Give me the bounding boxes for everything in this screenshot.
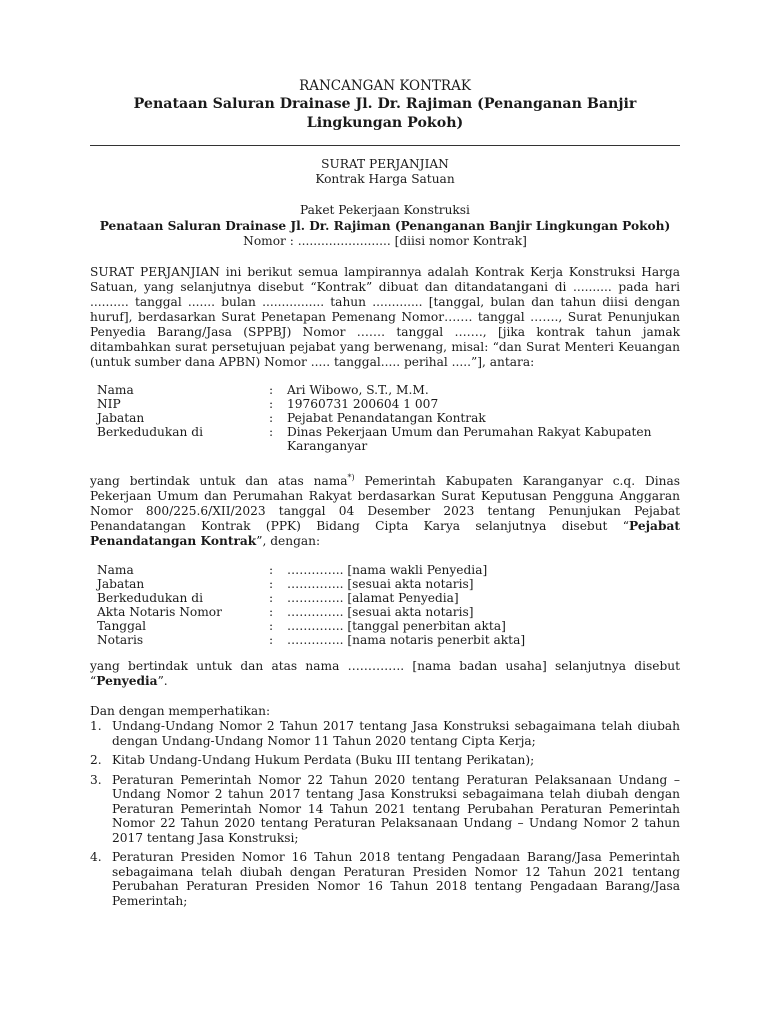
list-item-text: Undang-Undang Nomor 2 Tahun 2017 tentang Jasa Konstruksi sebagaimana telah diubah dengan Undang-Undang Nomor 11 Tahun 2020 tentang Cipta Kerja; — [112, 719, 680, 748]
package-name: Penataan Saluran Drainase Jl. Dr. Rajiman (Penanganan Banjir Lingkungan Pokoh) — [99, 219, 671, 233]
provider-row — [97, 563, 525, 577]
official-paragraph-text-b: Pemerintah Kabupaten Karanganyar c.q. Dinas Pekerjaan Umum dan Perumahan Rakyat berdasarkan Surat Keputusan Pengguna Anggaran Nomor 800/225.6/XII/2023 tanggal 04 Desember 2023 tentang Penunjukan Pejabat Penandatangan Kontrak (PPK) Bidang Cipta Karya selanjutnya disebut “ — [90, 474, 680, 534]
official-row — [97, 397, 680, 411]
document-header — [90, 78, 680, 133]
official-role-name: Pejabat Penandatangan Kontrak — [90, 519, 680, 549]
official-colon: : — [269, 425, 274, 439]
intro-paragraph: SURAT PERJANJIAN ini berikut semua lampirannya adalah Kontrak Kerja Konstruksi Harga Satuan, yang selanjutnya disebut “Kontrak” dibuat dan ditandatangani di .......... pada hari .......... tanggal ....... bulan ................ tahun ............. [tanggal, bulan dan tahun diisi dengan huruf], berdasarkan Surat Penetapan Pemenang Nomor……. tanggal ……., Surat Penunjukan Penyedia Barang/Jasa (SPPBJ) Nomor ……. tanggal ……., [jika kontrak tahun jamak ditambahkan surat persetujuan pejabat yang berwenang, misal: “dan Surat Menteri Keuangan (untuk sumber dana APBN) Nomor ..... tanggal..... perihal .....”], antara: — [90, 265, 680, 369]
provider-value: ………….. [alamat Penyedia] — [287, 591, 459, 606]
official-value: Ari Wibowo, S.T., M.M. — [287, 383, 429, 397]
provider-colon: : — [269, 633, 274, 648]
provider-colon: : — [269, 619, 274, 634]
official-key: Berkedudukan di — [97, 425, 203, 439]
considering-list — [90, 719, 680, 908]
official-paragraph-text-c: ”, dengan: — [256, 534, 321, 549]
provider-colon: : — [269, 563, 274, 578]
provider-role-name: Penyedia — [96, 674, 158, 689]
official-key: Nama — [97, 383, 134, 397]
document-title: RANCANGAN KONTRAK — [299, 78, 471, 94]
official-paragraph-text-a: yang bertindak untuk dan atas nama — [90, 474, 348, 489]
list-item-number: 3. — [90, 772, 102, 787]
list-item-number: 2. — [90, 753, 102, 768]
package-label: Paket Pekerjaan Konstruksi — [300, 203, 470, 217]
list-item-text: Kitab Undang-Undang Hukum Perdata (Buku III tentang Perikatan); — [112, 753, 535, 768]
official-value: Pejabat Penandatangan Kontrak — [287, 411, 486, 425]
list-item-number: 1. — [90, 719, 102, 734]
provider-value: ………….. [sesuai akta notaris] — [287, 577, 474, 592]
provider-key: Akta Notaris Nomor — [97, 605, 222, 620]
provider-colon: : — [269, 577, 274, 592]
provider-key: Tanggal — [97, 619, 147, 634]
provider-row — [97, 577, 525, 591]
official-colon: : — [269, 397, 274, 411]
provider-paragraph-text-a: yang bertindak untuk dan atas nama ………….. [nama badan usaha] selanjutnya disebut “ — [90, 659, 680, 689]
contract-number: Nomor : ........................ [diisi nomor Kontrak] — [243, 234, 527, 248]
official-key: Jabatan — [97, 411, 145, 425]
list-item — [90, 850, 680, 908]
provider-value: ………….. [nama notaris penerbit akta] — [287, 633, 526, 648]
list-item — [90, 753, 680, 768]
list-item-text: Peraturan Presiden Nomor 16 Tahun 2018 tentang Pengadaan Barang/Jasa Pemerintah sebagaimana telah diubah dengan Peraturan Presiden Nomor 12 Tahun 2021 tentang Perubahan Peraturan Presiden Nomor 16 Tahun 2018 tentang Pengadaan Barang/Jasa Pemerintah; — [112, 850, 680, 908]
list-item-number: 4. — [90, 850, 102, 865]
agreement-title: SURAT PERJANJIAN — [321, 157, 449, 171]
provider-key: Berkedudukan di — [97, 591, 203, 606]
provider-key: Notaris — [97, 633, 144, 648]
provider-row — [97, 633, 525, 647]
list-item-text: Peraturan Pemerintah Nomor 22 Tahun 2020 tentang Peraturan Pelaksanaan Undang – Undang Nomor 2 tahun 2017 tentang Jasa Konstruksi sebagaimana telah diubah dengan Peraturan Pemerintah Nomor 14 Tahun 2021 tentang Perubahan Peraturan Pemerintah Nomor 22 Tahun 2020 tentang Peraturan Pelaksanaan Undang – Undang Nomor 2 tahun 2017 tentang Jasa Konstruksi; — [112, 772, 680, 845]
official-colon: : — [269, 383, 274, 397]
official-key: NIP — [97, 397, 121, 411]
provider-row — [97, 591, 525, 605]
official-row — [97, 383, 680, 397]
provider-paragraph-text-b: ”. — [157, 674, 168, 689]
provider-row — [97, 619, 525, 633]
list-item — [90, 773, 680, 846]
official-paragraph — [90, 470, 680, 549]
provider-colon: : — [269, 591, 274, 606]
official-value: Dinas Pekerjaan Umum dan Perumahan Rakyat Kabupaten Karanganyar — [287, 425, 652, 453]
agreement-heading — [90, 157, 680, 187]
provider-value: ………….. [sesuai akta notaris] — [287, 605, 474, 620]
official-row — [97, 411, 680, 425]
document-subtitle-line2: Lingkungan Pokoh) — [306, 115, 464, 131]
provider-value: ………….. [nama wakli Penyedia] — [287, 563, 488, 578]
document-subtitle-line1: Penataan Saluran Drainase Jl. Dr. Rajiman (Penanganan Banjir — [133, 96, 637, 112]
provider-paragraph — [90, 659, 680, 689]
footnote-marker: *) — [347, 473, 355, 482]
provider-row — [97, 605, 525, 619]
provider-value: ………….. [tanggal penerbitan akta] — [287, 619, 506, 634]
provider-key: Nama — [97, 563, 134, 578]
official-colon: : — [269, 411, 274, 425]
considering-heading: Dan dengan memperhatikan: — [90, 704, 271, 719]
official-value: 19760731 200604 1 007 — [287, 397, 439, 411]
provider-colon: : — [269, 605, 274, 620]
provider-key: Jabatan — [97, 577, 145, 592]
official-row — [97, 425, 680, 453]
provider-table — [97, 563, 525, 647]
package-block — [90, 203, 680, 249]
agreement-type: Kontrak Harga Satuan — [315, 172, 455, 186]
list-item — [90, 719, 680, 748]
official-table — [97, 383, 680, 453]
